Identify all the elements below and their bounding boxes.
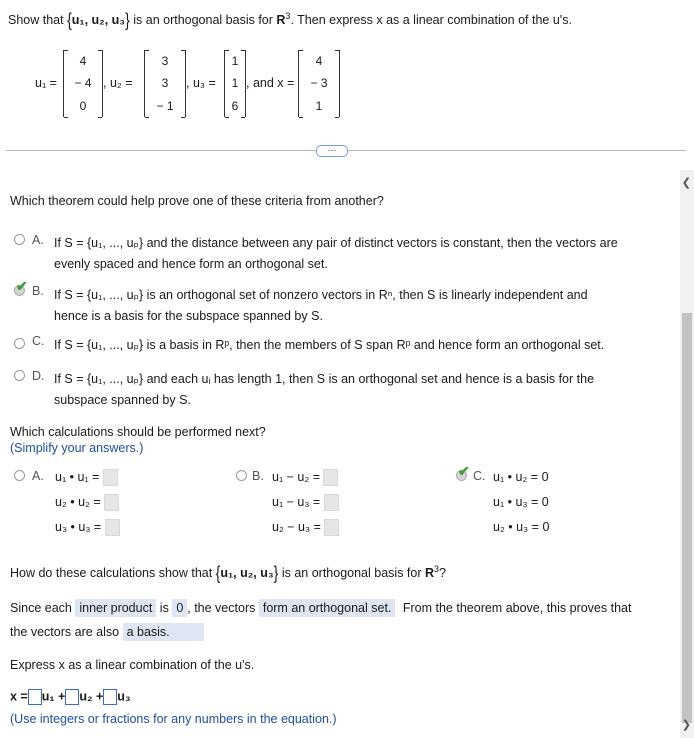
scroll-down-icon[interactable]: ❯: [681, 719, 691, 731]
vector-u1-matrix: 4 − 4 0: [63, 50, 103, 117]
calc-option-b-rows: u₁ − u₂ = u₁ − u₃ = u₂ − u₃ =: [272, 465, 339, 540]
vector-u2-matrix: 3 3 − 1: [144, 50, 186, 117]
vector-x-matrix: 4 − 3 1: [298, 50, 340, 117]
correct-check-icon: ✔: [16, 278, 28, 294]
linear-combination-question: Express x as a linear combination of the u's.: [10, 658, 255, 672]
theorem-option-a-letter: A.: [32, 233, 44, 247]
calc-option-a-radio[interactable]: [14, 470, 25, 481]
intro-mid: is an orthogonal basis for: [129, 13, 277, 27]
problem-statement: Show that {u₁, u₂, u₃} is an orthogonal basis for $R^3$. Then express x as a linear combination of the u's.: [8, 8, 572, 30]
scrollbar-thumb[interactable]: [682, 313, 692, 723]
coef-u1-input[interactable]: [28, 689, 42, 705]
vector-x-label: , and x =: [246, 76, 295, 90]
theorem-option-a-text[interactable]: If S = {u₁, ..., uₚ} and the distance between any pair of distinct vectors is constant, then the vectors are evenly spaced and hence form an orthogonal set.: [54, 236, 618, 271]
linear-combination-equation: x = u₁ + u₂ + u₃: [10, 689, 131, 704]
theorem-option-c-letter: C.: [32, 334, 45, 348]
basis-select[interactable]: a basis.: [123, 623, 204, 641]
calc-a-input-3[interactable]: [105, 519, 120, 536]
intro-space: R: [276, 13, 286, 27]
theorem-question: Which theorem could help prove one of these criteria from another?: [10, 194, 384, 208]
vector-u2-label: , u₂ =: [103, 76, 133, 90]
intro-after: . Then express x as a linear combination of the u's.: [290, 13, 572, 27]
calc-option-b-letter: B.: [252, 469, 264, 483]
coef-u3-input[interactable]: [103, 689, 117, 705]
orthogonal-question: How do these calculations show that {u₁, u₂, u₃} is an orthogonal basis for $R^3$?: [10, 561, 446, 583]
vector-u3-label: , u₃ =: [186, 76, 216, 90]
calc-a-input-1[interactable]: [103, 469, 118, 486]
calc-a-input-2[interactable]: [104, 494, 119, 511]
calc-option-c-letter: C.: [473, 469, 486, 483]
linear-combination-hint: (Use integers or fractions for any numbers in the equation.): [10, 712, 337, 726]
calculation-hint: (Simplify your answers.): [10, 441, 144, 455]
zero-select[interactable]: 0: [172, 599, 187, 617]
calc-b-input-2[interactable]: [324, 494, 339, 511]
vector-u1-label: u₁ =: [35, 76, 57, 90]
theorem-option-c-radio[interactable]: [14, 338, 25, 349]
theorem-option-b-letter: B.: [32, 284, 44, 298]
theorem-option-d-text[interactable]: If S = {u₁, ..., uₚ} and each uᵢ has length 1, then S is an orthogonal set and hence is a basis for the subspace spanned by S.: [54, 372, 595, 407]
theorem-option-d-radio[interactable]: [14, 370, 25, 381]
inner-product-select[interactable]: inner product: [75, 599, 156, 617]
calculation-question: Which calculations should be performed next?: [10, 425, 266, 439]
vector-u3-matrix: 1 1 6: [224, 50, 246, 117]
calc-option-b-radio[interactable]: [236, 470, 247, 481]
calc-b-input-3[interactable]: [324, 519, 339, 536]
orthogonal-answer-line1: Since each inner product is 0 , the vectors form an orthogonal set. From the theorem above, this proves that: [10, 601, 632, 615]
theorem-option-a-radio[interactable]: [14, 234, 25, 245]
orthogonal-answer-line2: the vectors are also a basis.: [10, 625, 204, 639]
calc-c-answer-3: 0: [542, 520, 550, 534]
calc-c-answer-2: 0: [541, 495, 549, 509]
calc-option-a-letter: A.: [32, 469, 44, 483]
intro-exp: 3: [285, 11, 291, 21]
intro-before: Show that: [8, 13, 68, 27]
theorem-option-b-text[interactable]: If S = {u₁, ..., uₚ} is an orthogonal set of nonzero vectors in Rⁿ, then S is linearly independent and hence is a basis for the subspace spanned by S.: [54, 288, 588, 323]
theorem-option-c-text[interactable]: If S = {u₁, ..., uₚ} is a basis in Rᵖ, then the members of S span Rᵖ and hence form an orthogonal set.: [54, 338, 605, 352]
scroll-up-icon[interactable]: ❮: [681, 177, 691, 189]
calc-b-input-1[interactable]: [323, 469, 338, 486]
theorem-option-d-letter: D.: [32, 369, 45, 383]
coef-u2-input[interactable]: [65, 689, 79, 705]
intro-set: u₁, u₂, u₃: [71, 13, 126, 27]
calc-option-c-rows: u₁ • u₂ = 0 u₁ • u₃ = 0 u₂ • u₃ = 0: [493, 470, 550, 534]
calc-c-answer-1: 0: [541, 470, 549, 484]
more-button[interactable]: ⋯: [316, 145, 348, 157]
calc-option-a-rows: u₁ • u₁ = u₂ • u₂ = u₃ • u₃ =: [55, 465, 120, 540]
correct-check-icon-2: ✔: [458, 463, 470, 479]
orthogonal-set-select[interactable]: form an orthogonal set.: [259, 599, 396, 617]
